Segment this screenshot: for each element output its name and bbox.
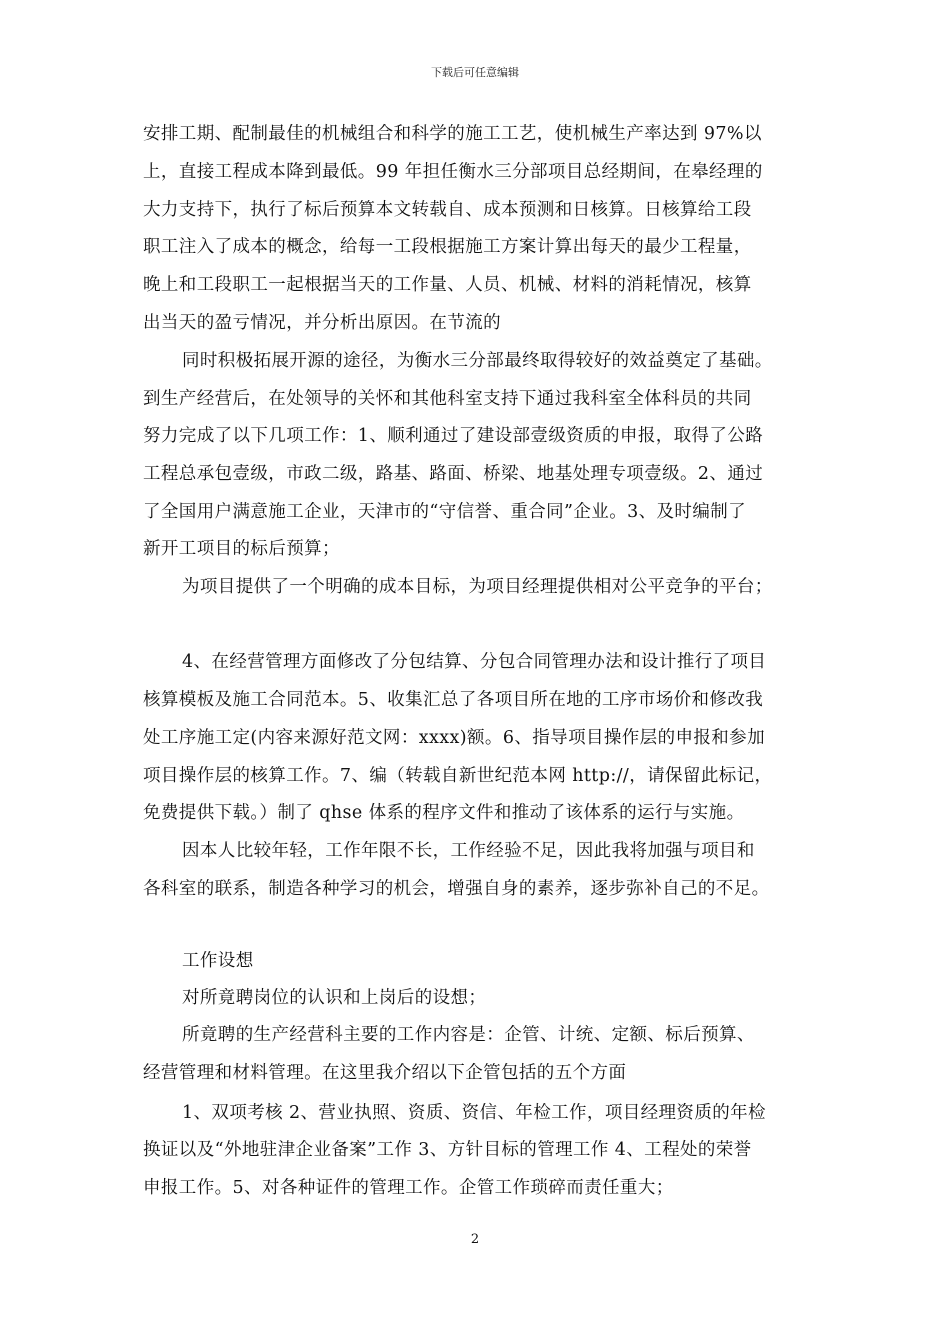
- paragraph-first-line: 对所竟聘岗位的认识和上岗后的设想；: [182, 988, 487, 1008]
- text-line: 了全国用户满意施工企业，天津市的“守信誉、重合同”企业。3、及时编制了: [143, 502, 747, 522]
- text-line: 项目操作层的核算工作。7、编（转载自新世纪范本网 http://，请保留此标记，: [143, 766, 773, 786]
- text-line: 晚上和工段职工一起根据当天的工作量、人员、机械、材料的消耗情况，核算: [143, 275, 752, 295]
- text-line: 换证以及“外地驻津企业备案”工作 3、方针目标的管理工作 4、工程处的荣誉: [143, 1140, 752, 1160]
- paragraph-first-line: 所竟聘的生产经营科主要的工作内容是：企管、计统、定额、标后预算、: [182, 1025, 755, 1045]
- text-line: 上，直接工程成本降到最低。99 年担任衡水三分部项目总经期间，在皋经理的: [143, 162, 763, 182]
- text-line: 安排工期、配制最佳的机械组合和科学的施工工艺，使机械生产率达到 97%以: [143, 124, 762, 144]
- paragraph-first-line: 为项目提供了一个明确的成本目标，为项目经理提供相对公平竞争的平台；: [182, 577, 773, 597]
- section-heading: 工作设想: [182, 951, 254, 971]
- text-line: 各科室的联系，制造各种学习的机会，增强自身的素养，逐步弥补自己的不足。: [143, 879, 770, 899]
- text-line: 大力支持下，执行了标后预算本文转载自、成本预测和日核算。日核算给工段: [143, 200, 752, 220]
- text-line: 努力完成了以下几项工作：1、顺利通过了建设部壹级资质的申报，取得了公路: [143, 426, 764, 446]
- text-line: 申报工作。5、对各种证件的管理工作。企管工作琐碎而责任重大；: [143, 1178, 674, 1198]
- text-line: 到生产经营后，在处领导的关怀和其他科室支持下通过我科室全体科员的共同: [143, 389, 752, 409]
- paragraph-first-line: 同时积极拓展开源的途径，为衡水三分部最终取得较好的效益奠定了基础。: [182, 351, 773, 371]
- text-line: 经营管理和材料管理。在这里我介绍以下企管包括的五个方面: [143, 1063, 627, 1083]
- paragraph-first-line: 1、双项考核 2、营业执照、资质、资信、年检工作，项目经理资质的年检: [182, 1103, 766, 1123]
- text-line: 处工序施工定(内容来源好范文网：xxxx)额。6、指导项目操作层的申报和参加: [143, 728, 765, 748]
- text-line: 新开工项目的标后预算；: [143, 539, 340, 559]
- text-line: 出当天的盈亏情况，并分析出原因。在节流的: [143, 313, 501, 333]
- paragraph-first-line: 4、在经营管理方面修改了分包结算、分包合同管理办法和设计推行了项目: [182, 652, 767, 672]
- text-line: 工程总承包壹级，市政二级，路基、路面、桥梁、地基处理专项壹级。2、通过: [143, 464, 764, 484]
- text-line: 核算模板及施工合同范本。5、收集汇总了各项目所在地的工序市场价和修改我: [143, 690, 764, 710]
- page-number: 2: [470, 1232, 480, 1247]
- page-header: 下载后可任意编辑: [431, 66, 519, 79]
- text-line: 职工注入了成本的概念，给每一工段根据施工方案计算出每天的最少工程量，: [143, 237, 752, 257]
- text-line: 免费提供下载。）制了 qhse 体系的程序文件和推动了该体系的运行与实施。: [143, 803, 745, 823]
- paragraph-first-line: 因本人比较年轻，工作年限不长，工作经验不足，因此我将加强与项目和: [182, 841, 755, 861]
